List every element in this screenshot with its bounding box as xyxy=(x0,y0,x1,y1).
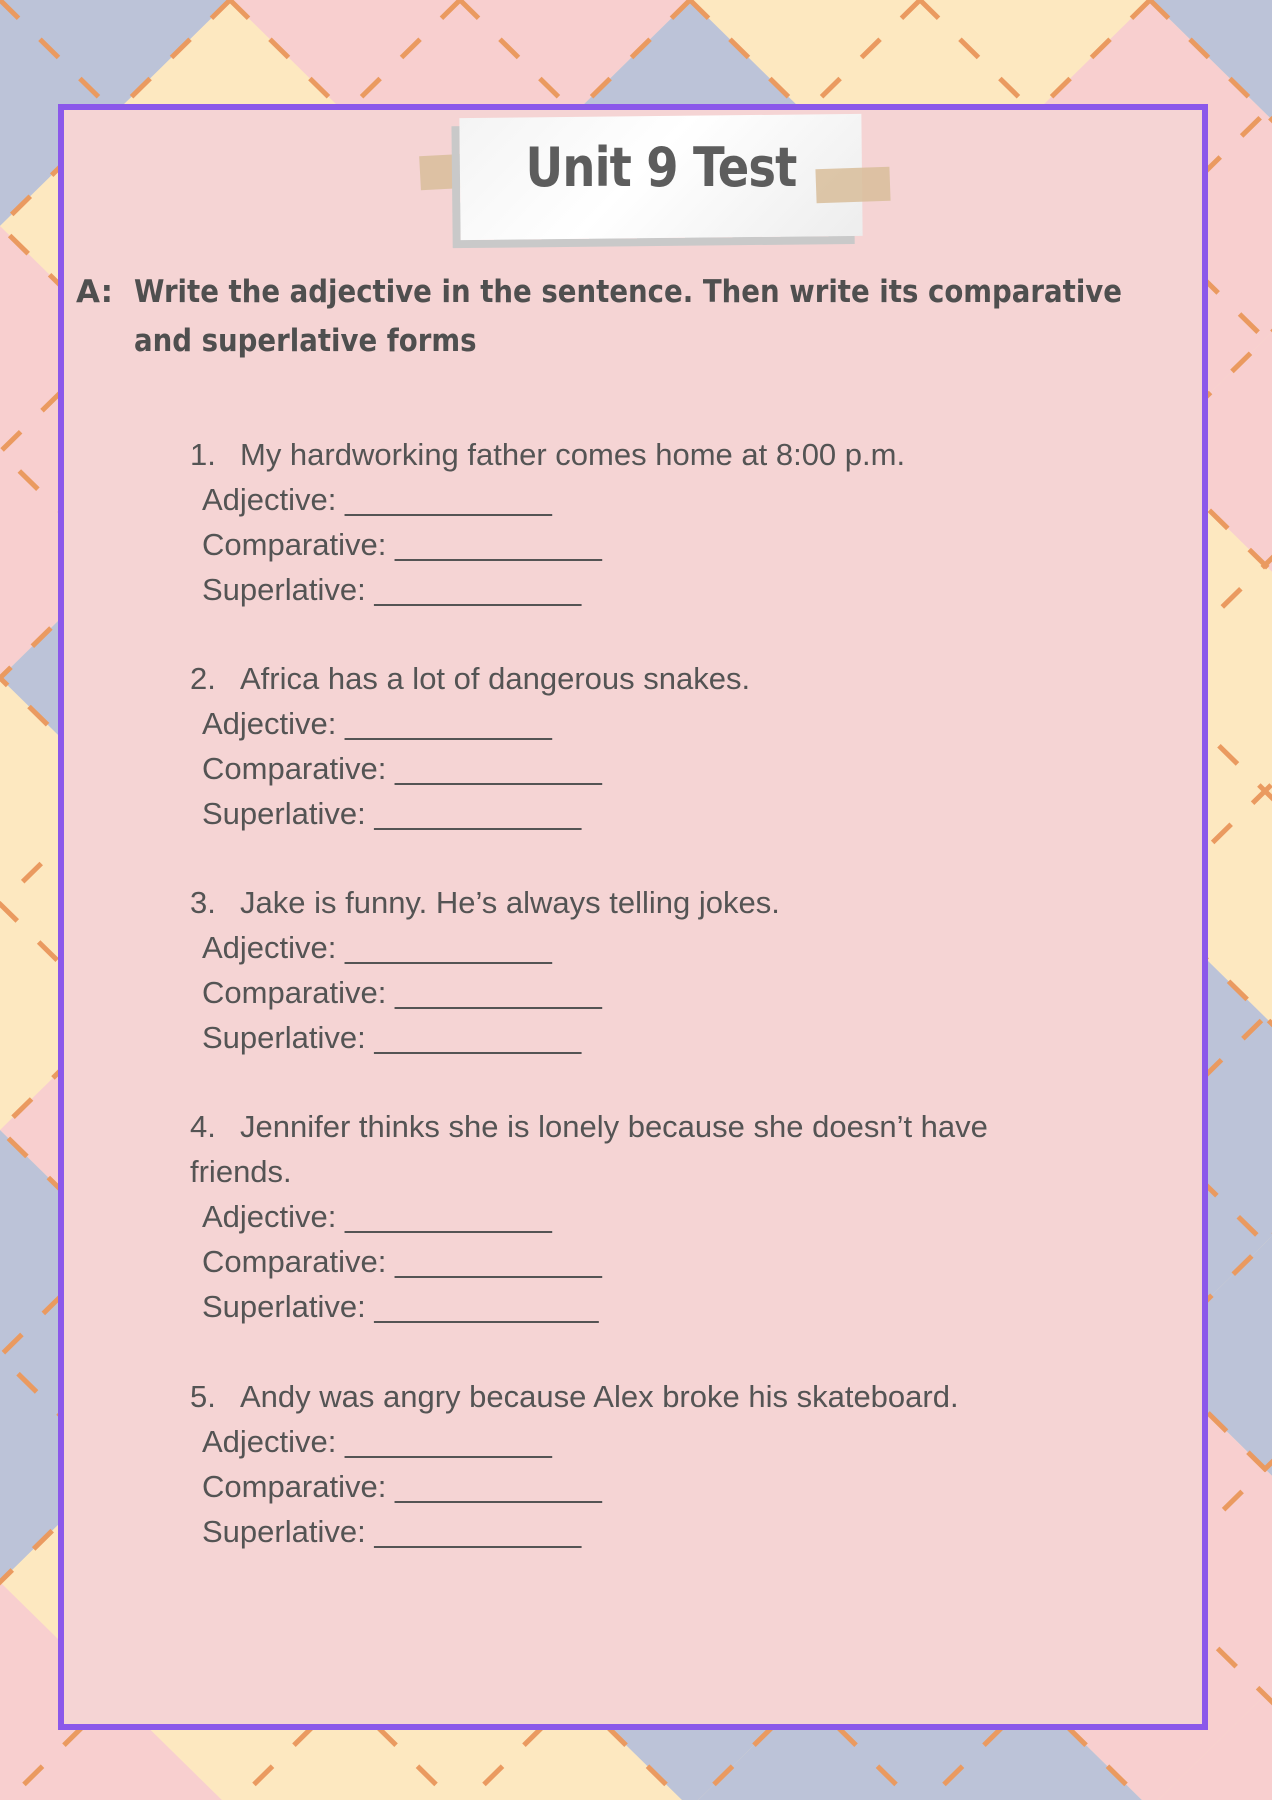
section-a-instruction xyxy=(76,268,1206,366)
question-4 xyxy=(190,1104,1070,1329)
adjective-field[interactable]: Adjective: ____________ xyxy=(202,1424,552,1459)
superlative-field[interactable]: Superlative: ____________ xyxy=(202,1020,582,1055)
comparative-field[interactable]: Comparative: ____________ xyxy=(202,1244,602,1279)
question-number: 3. xyxy=(190,885,216,920)
question-sentence: Jennifer thinks she is lonely because she doesn’t have xyxy=(240,1109,988,1144)
superlative-field[interactable]: Superlative: ____________ xyxy=(202,1514,582,1549)
adjective-field[interactable]: Adjective: ____________ xyxy=(202,1199,552,1234)
question-sentence: Andy was angry because Alex broke his skateboard. xyxy=(240,1379,959,1414)
question-number: 1. xyxy=(190,437,216,472)
question-number: 5. xyxy=(190,1379,216,1414)
comparative-field[interactable]: Comparative: ____________ xyxy=(202,975,602,1010)
superlative-field[interactable]: Superlative: _____________ xyxy=(202,1289,599,1324)
question-number: 4. xyxy=(190,1109,216,1144)
instruction-text: Write the adjective in the sentence. Then write its comparative and superlative forms xyxy=(134,274,1122,359)
page-title: Unit 9 Test xyxy=(525,136,797,199)
superlative-field[interactable]: Superlative: ____________ xyxy=(202,572,582,607)
adjective-field[interactable]: Adjective: ____________ xyxy=(202,930,552,965)
question-sentence: My hardworking father comes home at 8:00 p.m. xyxy=(240,437,906,472)
comparative-field[interactable]: Comparative: ____________ xyxy=(202,1469,602,1504)
question-sentence-continued: friends. xyxy=(190,1154,292,1189)
question-3 xyxy=(190,880,1070,1060)
title-card xyxy=(454,116,864,240)
question-sentence: Africa has a lot of dangerous snakes. xyxy=(240,661,751,696)
adjective-field[interactable]: Adjective: ____________ xyxy=(202,482,552,517)
comparative-field[interactable]: Comparative: ____________ xyxy=(202,751,602,786)
section-label: A: xyxy=(76,274,113,310)
question-1 xyxy=(190,432,1070,612)
question-5 xyxy=(190,1374,1070,1554)
question-2 xyxy=(190,656,1070,836)
question-number: 2. xyxy=(190,661,216,696)
superlative-field[interactable]: Superlative: ____________ xyxy=(202,796,582,831)
question-sentence: Jake is funny. He’s always telling jokes. xyxy=(240,885,780,920)
adjective-field[interactable]: Adjective: ____________ xyxy=(202,706,552,741)
comparative-field[interactable]: Comparative: ____________ xyxy=(202,527,602,562)
